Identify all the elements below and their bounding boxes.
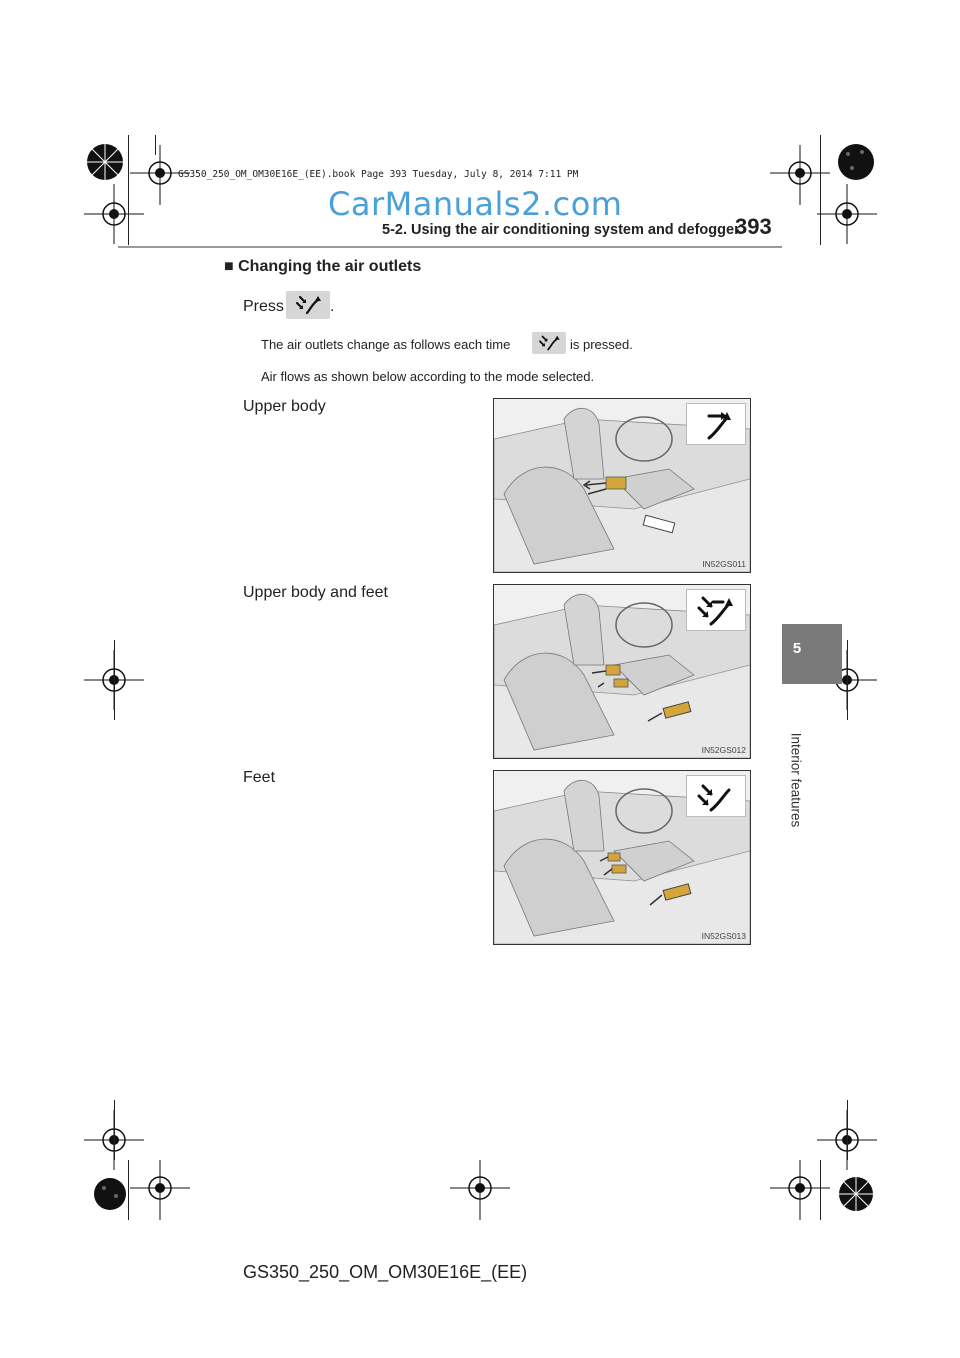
footer-model-code: GS350_250_OM_OM30E16E_(EE) [243,1262,528,1282]
airflow-mode-button-icon-inline [532,332,566,354]
crosshair-mark-bottom-center [450,1160,510,1220]
airflow-mode-button-icon [286,291,330,319]
page-number: 393 [735,214,772,239]
note-outlets-change: The air outlets change as follows each time [261,337,511,352]
crop-line [114,1100,115,1160]
airflow-mode-icon [536,334,562,352]
mode-label-upper-body: Upper body [243,398,326,415]
subheading [224,258,421,276]
crosshair-mark-left-upper [84,184,144,244]
note-airflow-modes: Air flows as shown below according to the mode selected. [261,369,595,384]
subheading-marker: ■ [224,258,234,275]
figure-code: IN52GS011 [702,559,746,569]
crop-line [820,1160,821,1220]
mode-indicator [686,775,746,817]
upper-body-and-feet-airflow-icon [687,590,745,630]
note-outlets-change-suffix: is pressed. [570,337,633,352]
section-title: 5-2. Using the air conditioning system and defogger [382,222,740,238]
chapter-number: 5 [792,640,802,657]
feet-airflow-icon [687,776,745,816]
illustration-upper-body-and-feet [493,584,751,759]
crop-line [847,1100,848,1160]
mode-label-feet: Feet [243,769,276,786]
crop-line [114,640,115,720]
mode-indicator [686,403,746,445]
mode-label-upper-body-and-feet: Upper body and feet [243,584,388,601]
figure-code: IN52GS013 [701,931,746,941]
registration-mark-bottom-right [828,1166,888,1226]
crosshair-mark-bottom-left-2 [130,1160,190,1220]
airflow-mode-icon [293,294,323,316]
crop-line [128,135,129,245]
subheading-text: Changing the air outlets [238,258,422,275]
figure-code: IN52GS012 [701,745,746,755]
upper-body-airflow-icon [687,404,745,444]
watermark-logo: CarManuals2.com [328,185,623,223]
illustration-upper-body [493,398,751,573]
crosshair-mark-right-upper [817,184,877,244]
book-info-line: GS350_250_OM_OM30E16E_(EE).book Page 393 Tuesday, July 8, 2014 7:11 PM [178,169,579,180]
chapter-label: Interior features [788,732,804,828]
header-rule [118,246,782,248]
press-instruction: Press [243,298,284,315]
illustration-feet [493,770,751,945]
press-end: . [330,298,335,315]
crop-line [820,135,821,245]
mode-indicator [686,589,746,631]
crop-line [847,640,848,720]
crop-line [155,135,156,155]
